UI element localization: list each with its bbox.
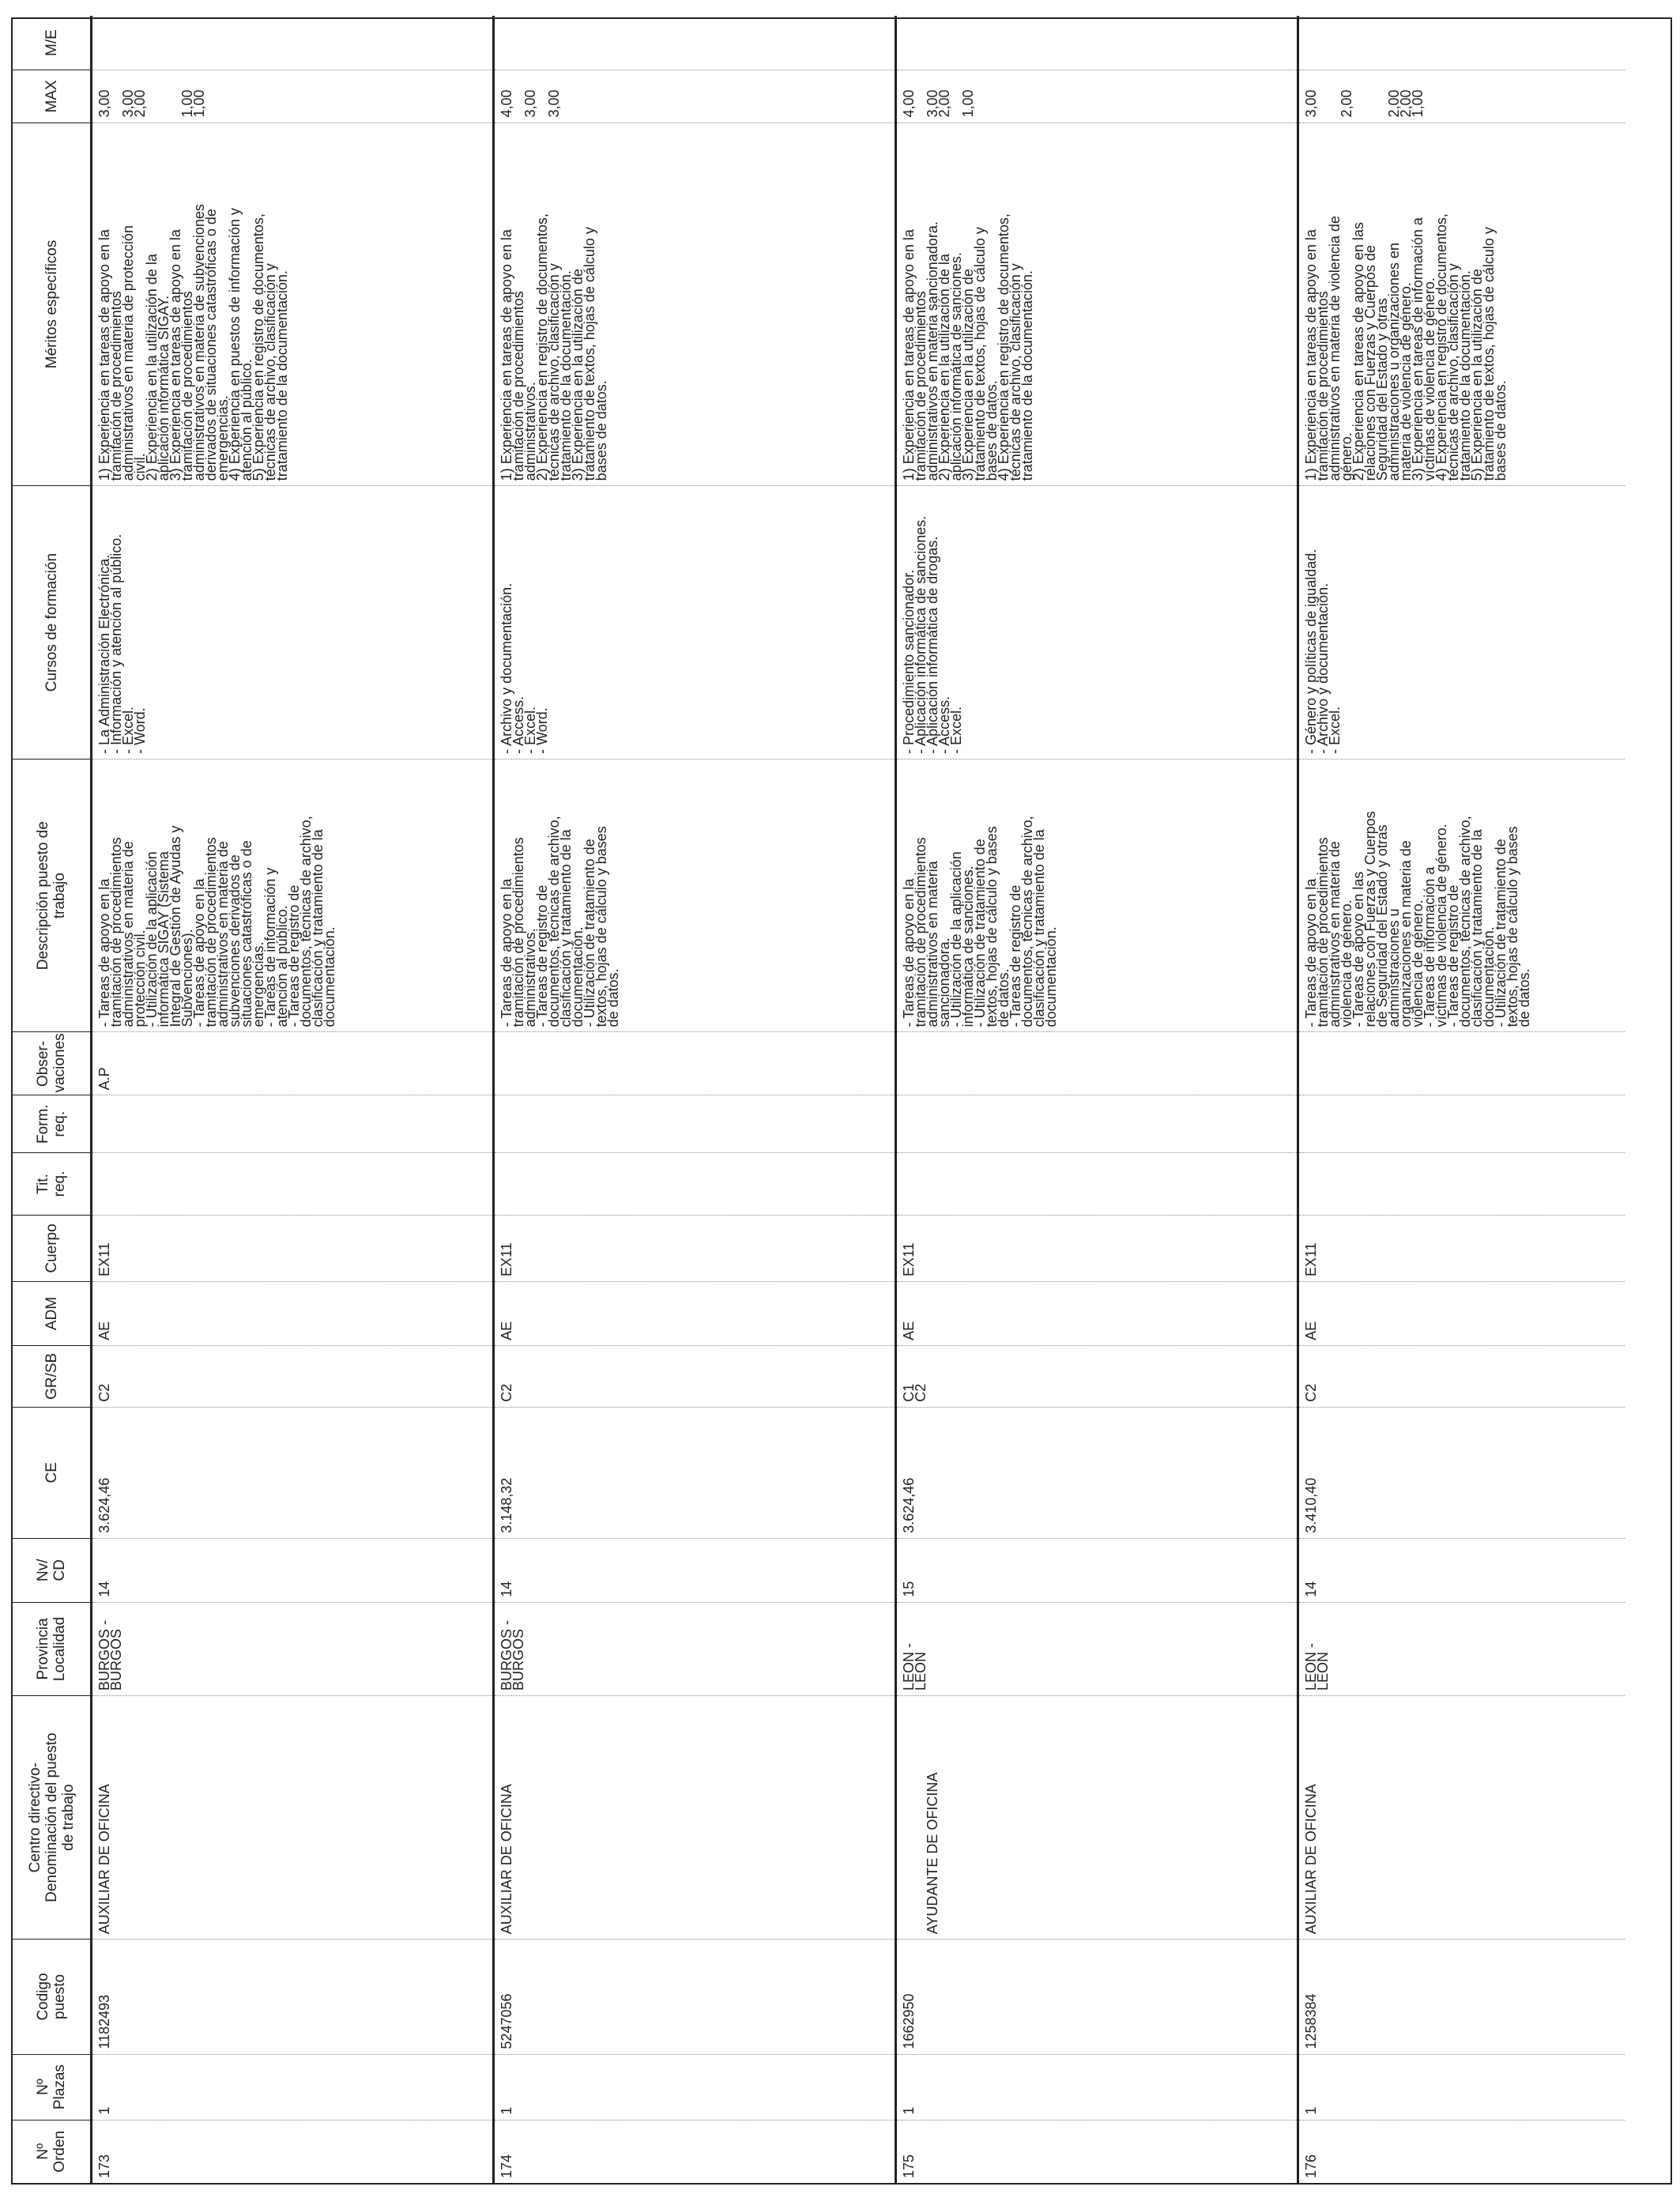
header-plazas: Nº Plazas bbox=[13, 2054, 92, 2120]
cell-orden: 173 bbox=[92, 2120, 494, 2183]
cell-adm: AE bbox=[1298, 1281, 1625, 1345]
cell-tit bbox=[896, 1153, 1298, 1216]
cell-grupo: C2 bbox=[92, 1345, 494, 1407]
cell-centro-group bbox=[896, 1696, 1298, 1940]
header-max: MAX bbox=[13, 70, 92, 123]
cell-codigo: 5247056 bbox=[494, 1940, 896, 2054]
cell-meritos: 1) Experiencia en tareas de apoyo en la tramitación de procedimientos administrativos. 2) Experiencia en registro de documentos, técnicas de archivo, clasificación y tratamiento de la documentación. 3) Experiencia en la utilización de tratamiento de textos, hojas de cálculo y bases de datos. bbox=[494, 123, 896, 486]
cell-centro-superior bbox=[897, 1701, 921, 1940]
cell-cuerpo: EX11 bbox=[92, 1215, 494, 1281]
cell-provincia: BURGOS - BURGOS bbox=[494, 1602, 896, 1695]
header-form: Form. req. bbox=[13, 1095, 92, 1153]
header-orden: Nº Orden bbox=[13, 2120, 92, 2183]
cell-ce: 3.148,32 bbox=[494, 1407, 896, 1538]
header-provincia: Provincia Localidad bbox=[13, 1602, 92, 1695]
cell-ce: 3.624,46 bbox=[92, 1407, 494, 1538]
cell-max: 4,00 3,00 3,00 bbox=[494, 70, 896, 123]
header-grupo: GR/SB bbox=[13, 1345, 92, 1407]
header-descripcion: Descripción puesto de trabajo bbox=[13, 759, 92, 1032]
header-obs: Obser- vaciones bbox=[13, 1032, 92, 1095]
cell-adm: AE bbox=[92, 1281, 494, 1345]
cell-cuerpo: EX11 bbox=[1298, 1215, 1625, 1281]
cell-provincia: LEON - LEON bbox=[1298, 1602, 1625, 1695]
cell-plazas: 1 bbox=[92, 2054, 494, 2120]
cell-meritos: 1) Experiencia en tareas de apoyo en la tramitación de procedimientos administrativos en materia de protección civil. 2) Experiencia en la utilización de la aplicación informática SIGAY. 3) Experiencia en tareas de apoyo en la tramitación de procedimientos administrativos en materia de subvenciones derivados de situaciones catastróficas o de emergencias. 4) Experiencia en puestos de información y atención al público. 5) Experiencia en registro de documentos, técnicas de archivo, clasificación y tratamiento de la documentación. bbox=[92, 123, 494, 486]
cell-nivel: 15 bbox=[896, 1538, 1298, 1602]
cell-centro: AUXILIAR DE OFICINA bbox=[494, 1696, 896, 1940]
cell-ce: 3.624,46 bbox=[896, 1407, 1298, 1538]
cell-meritos: 1) Experiencia en tareas de apoyo en la tramitación de procedimientos administrativos en materia de violencia de género. 2) Experiencia en tareas de apoyo en las relaciones con Fuerzas y Cuerpos de Seguridad del Estado y otras administraciones u organizaciones en materia de violencia de género. 3) Experiencia en tareas de información a víctimas de violencia de género. 4) Experiencia en registro de documentos, técnicas de archivo, clasificación y tratamiento de la documentación. 5) Experiencia en la utilización de tratamiento de textos, hojas de cálculo y bases de datos. bbox=[1298, 123, 1625, 486]
cell-me bbox=[896, 16, 1298, 70]
cell-adm: AE bbox=[896, 1281, 1298, 1345]
report-frame bbox=[11, 17, 1672, 2185]
cell-tit bbox=[92, 1153, 494, 1216]
header-row bbox=[13, 16, 92, 2183]
cell-descripcion: - Tareas de apoyo en la tramitación de procedimientos administrativos en materia de violencia de género. - Tareas de apoyo en las relaciones con Fuerzas y Cuerpos de Seguridad del Estado y otras administraciones u organizaciones en materia de violencia de género. - Tareas de información a víctimas de violencia de género. - Tareas de registro de documentos, técnicas de archivo, clasificación y tratamiento de la documentación. - Utilización de tratamiento de textos, hojas de cálculo y bases de datos. bbox=[1298, 759, 1625, 1032]
cell-grupo: C2 bbox=[1298, 1345, 1625, 1407]
table-row bbox=[494, 16, 896, 2183]
cell-centro: AUXILIAR DE OFICINA bbox=[92, 1696, 494, 1940]
cell-provincia: LEON - LEON bbox=[896, 1602, 1298, 1695]
cell-tit bbox=[494, 1153, 896, 1216]
table-row bbox=[896, 16, 1298, 2183]
cell-cursos: - La Administración Electrónica. - Información y atención al público. - Excel. - Word. bbox=[92, 486, 494, 760]
cell-codigo: 1182493 bbox=[92, 1940, 494, 2054]
cell-max: 4,00 3,00 2,00 1,00 bbox=[896, 70, 1298, 123]
cell-max: 3,00 3,00 2,00 1,00 1,00 bbox=[92, 70, 494, 123]
cell-plazas: 1 bbox=[494, 2054, 896, 2120]
header-tit: Tit. req. bbox=[13, 1153, 92, 1216]
cell-me bbox=[494, 16, 896, 70]
header-nivel: Nv/ CD bbox=[13, 1538, 92, 1602]
cell-max: 3,00 2,00 2,00 2,00 1,00 bbox=[1298, 70, 1625, 123]
header-ce: CE bbox=[13, 1407, 92, 1538]
cell-orden: 175 bbox=[896, 2120, 1298, 2183]
cell-form bbox=[1298, 1095, 1625, 1153]
cell-grupo: C1 C2 bbox=[896, 1345, 1298, 1407]
cell-obs: A.P bbox=[92, 1032, 494, 1095]
header-codigo: Codigo puesto bbox=[13, 1940, 92, 2054]
header-cursos: Cursos de formación bbox=[13, 486, 92, 760]
cell-plazas: 1 bbox=[1298, 2054, 1625, 2120]
cell-form bbox=[494, 1095, 896, 1153]
cell-me bbox=[92, 16, 494, 70]
cell-codigo: 1258384 bbox=[1298, 1940, 1625, 2054]
cell-orden: 176 bbox=[1298, 2120, 1625, 2183]
cell-grupo: C2 bbox=[494, 1345, 896, 1407]
cell-cursos: - Género y políticas de igualdad. - Archivo y documentación. - Excel. bbox=[1298, 486, 1625, 760]
header-meritos: Méritos específicos bbox=[13, 123, 92, 486]
cell-adm: AE bbox=[494, 1281, 896, 1345]
table-row bbox=[92, 16, 494, 2183]
cell-obs bbox=[896, 1032, 1298, 1095]
header-me: M/E bbox=[13, 16, 92, 70]
cell-plazas: 1 bbox=[896, 2054, 1298, 2120]
cell-descripcion: - Tareas de apoyo en la tramitación de procedimientos administrativos. - Tareas de registro de documentos, técnicas de archivo, clasificación y tratamiento de la documentación. - Utilización de tratamiento de textos, hojas de cálculo y bases de datos. bbox=[494, 759, 896, 1032]
header-cuerpo: Cuerpo bbox=[13, 1215, 92, 1281]
cell-centro: AUXILIAR DE OFICINA bbox=[1298, 1696, 1625, 1940]
cell-meritos: 1) Experiencia en tareas de apoyo en la tramitación de procedimientos administrativos en materia sancionadora. 2) Experiencia en la utilización de la aplicación informática de sanciones. 3) Experiencia en la utilización de tratamiento de textos, hojas de cálculo y bases de datos. 4) Experiencia en registro de documentos, técnicas de archivo, clasificación y tratamiento de la documentación. bbox=[896, 123, 1298, 486]
cell-nivel: 14 bbox=[494, 1538, 896, 1602]
cell-ce: 3.410,40 bbox=[1298, 1407, 1625, 1538]
cell-descripcion: - Tareas de apoyo en la tramitación de procedimientos administrativos en materia de protección civil. - Utilización de la aplicación informática SIGAY (Sistema Integral de Gestión de Ayudas y Subvenciones). - Tareas de apoyo en la tramitación de procedimientos administrativos en materia de subvenciones derivados de situaciones catastróficas o de emergencias. - Tareas de información y atención al público. - Tareas de registro de documentos, técnicas de archivo, clasificación y tratamiento de la documentación. bbox=[92, 759, 494, 1032]
table-row bbox=[1298, 16, 1625, 2183]
cell-tit bbox=[1298, 1153, 1625, 1216]
cell-cursos: - Procedimiento sancionador. - Aplicación informática de sanciones. - Aplicación informática de drogas. - Access. - Excel. bbox=[896, 486, 1298, 760]
cell-me bbox=[1298, 16, 1625, 70]
cell-descripcion: - Tareas de apoyo en la tramitación de procedimientos administrativos en materia sancionadora. - Utilización de la aplicación informática de sanciones. - Utilización de tratamiento de textos, hojas de cálculo y bases de datos. - Tareas de registro de documentos, técnicas de archivo, clasificación y tratamiento de la documentación. bbox=[896, 759, 1298, 1032]
cell-nivel: 14 bbox=[92, 1538, 494, 1602]
header-adm: ADM bbox=[13, 1281, 92, 1345]
cell-form bbox=[896, 1095, 1298, 1153]
cell-orden: 174 bbox=[494, 2120, 896, 2183]
cell-codigo: 1662950 bbox=[896, 1940, 1298, 2054]
cell-centro: AYUDANTE DE OFICINA bbox=[925, 1772, 940, 1935]
header-centro: Centro directivo- Denominación del puesto de trabajo bbox=[13, 1696, 92, 1940]
cell-provincia: BURGOS - BURGOS bbox=[92, 1602, 494, 1695]
cell-cuerpo: EX11 bbox=[896, 1215, 1298, 1281]
cell-cuerpo: EX11 bbox=[494, 1215, 896, 1281]
cell-obs bbox=[494, 1032, 896, 1095]
cell-cursos: - Archivo y documentación. - Access. - Excel. - Word. bbox=[494, 486, 896, 760]
cell-nivel: 14 bbox=[1298, 1538, 1625, 1602]
positions-table bbox=[13, 16, 1625, 2183]
cell-obs bbox=[1298, 1032, 1625, 1095]
cell-form bbox=[92, 1095, 494, 1153]
